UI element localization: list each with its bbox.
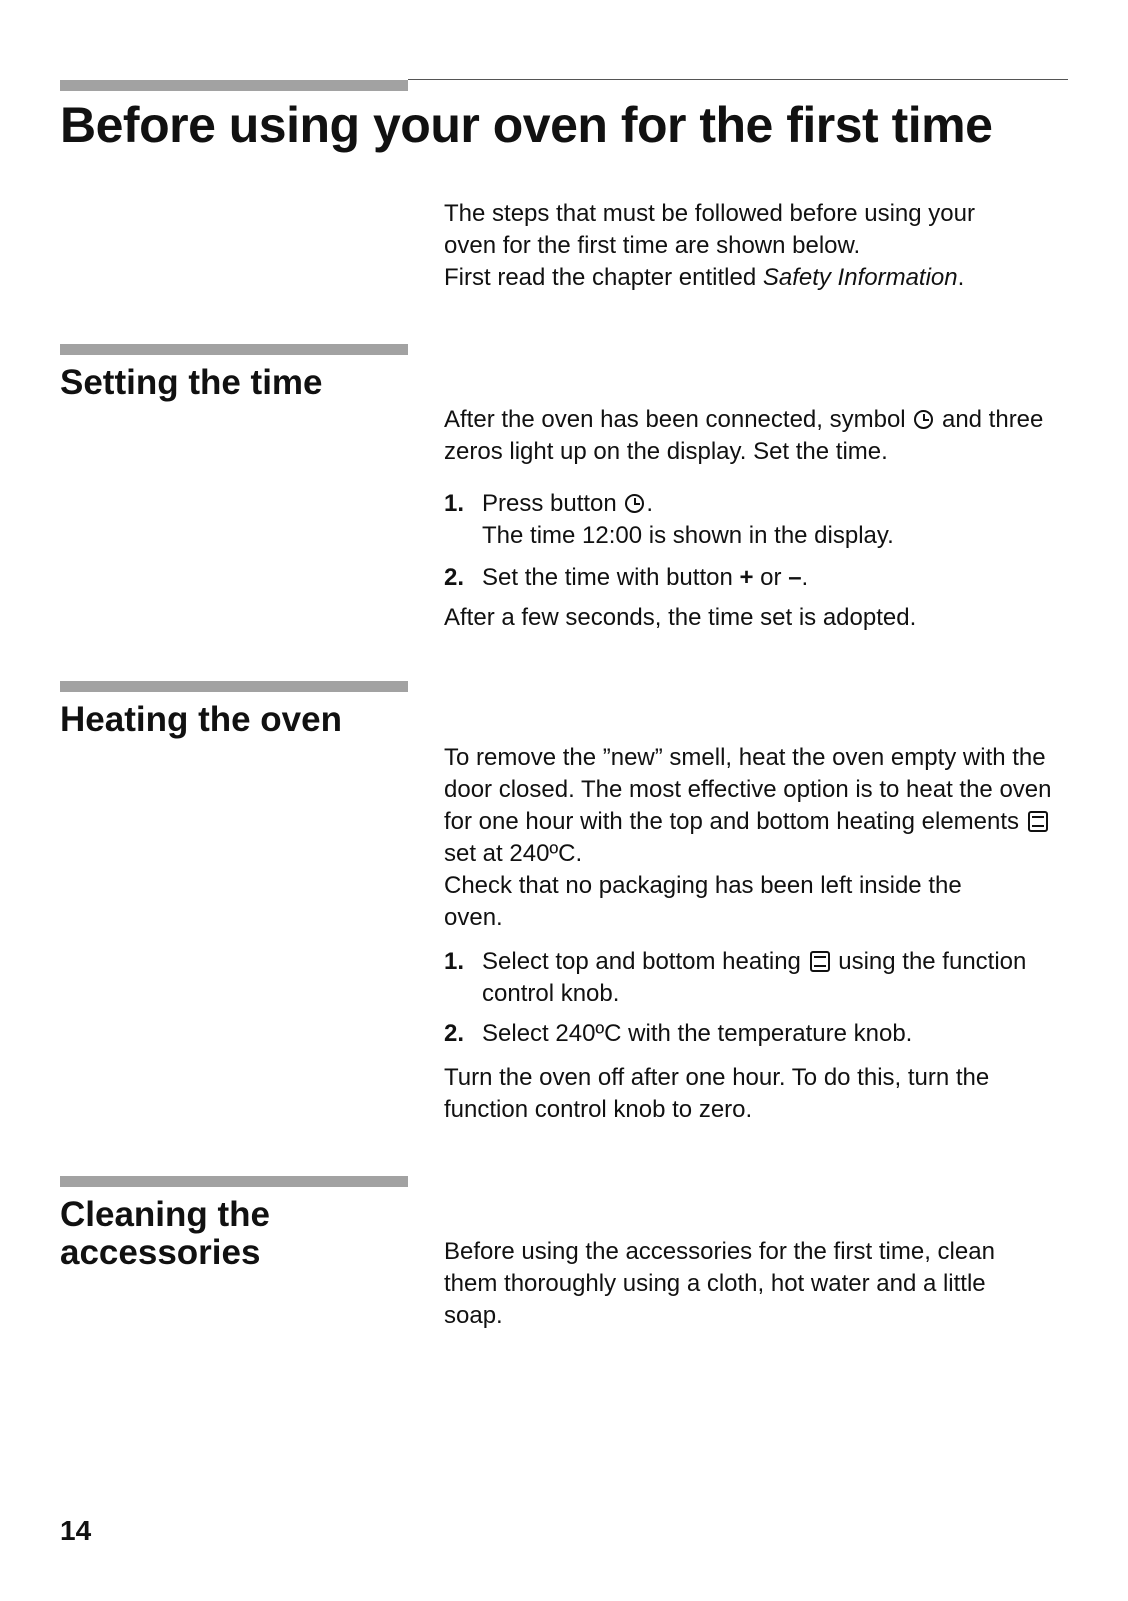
section-rule-setting-time — [60, 344, 408, 355]
intro-line-1: The steps that must be followed before using your — [444, 200, 975, 227]
heating-oven-step-2: 2. Select 240ºC with the temperature knob. — [444, 1018, 1074, 1050]
intro-line-2: oven for the first time are shown below. — [444, 232, 861, 259]
clock-icon — [914, 410, 933, 429]
title-rule-thin — [408, 79, 1068, 80]
setting-time-body — [444, 404, 1084, 634]
step-result-text: The time 12:00 is shown in the display. — [482, 522, 894, 549]
plus-symbol: + — [739, 564, 754, 591]
heating-oven-body — [444, 742, 1074, 1126]
step-number: 1. — [444, 948, 465, 975]
heating-oven-closing: Turn the oven off after one hour. To do this, turn the function control knob to zero. — [444, 1064, 990, 1123]
heading-heating-the-oven: Heating the oven — [60, 700, 342, 739]
heading-cleaning-the-accessories: Cleaning the accessories — [60, 1195, 271, 1272]
top-bottom-heating-icon — [1028, 811, 1048, 832]
cleaning-accessories-body — [444, 1236, 1044, 1332]
cleaning-accessories-para: Before using the accessories for the first time, clean them thoroughly using a cloth, hot water and a little soap. — [444, 1238, 995, 1329]
title-rule-thick — [60, 80, 408, 91]
step-number: 2. — [444, 1020, 465, 1047]
heating-oven-step-1: 1. Select top and bottom heating using the function control knob. — [444, 948, 1027, 1007]
setting-time-para: After the oven has been connected, symbol and three zeros light up on the display. Set the time. — [444, 406, 1044, 465]
setting-time-step-1: 1. Press button . The time 12:00 is shown in the display. — [444, 490, 894, 549]
intro-line-3: First read the chapter entitled Safety Information. — [444, 264, 965, 291]
minus-symbol: – — [788, 564, 802, 591]
setting-time-closing: After a few seconds, the time set is adopted. — [444, 604, 917, 631]
step-number: 2. — [444, 564, 465, 591]
clock-icon — [625, 494, 644, 513]
page-title: Before using your oven for the first time — [60, 97, 993, 153]
safety-information-reference: Safety Information — [762, 264, 958, 291]
intro-text — [444, 198, 1084, 294]
heating-oven-para-1: To remove the ”new” smell, heat the oven empty with the door closed. The most effective option is to heat the oven for one hour with the top and bottom heating elements set at 240ºC. — [444, 744, 1052, 867]
page-number: 14 — [60, 1515, 92, 1546]
heading-setting-the-time: Setting the time — [60, 363, 323, 402]
heating-oven-para-2: Check that no packaging has been left inside the oven. — [444, 872, 962, 931]
setting-time-step-2: 2. Set the time with button + or –. — [444, 562, 1084, 594]
top-bottom-heating-icon — [810, 951, 830, 972]
section-rule-heating-oven — [60, 681, 408, 692]
section-rule-cleaning-accessories — [60, 1176, 408, 1187]
step-number: 1. — [444, 490, 465, 517]
